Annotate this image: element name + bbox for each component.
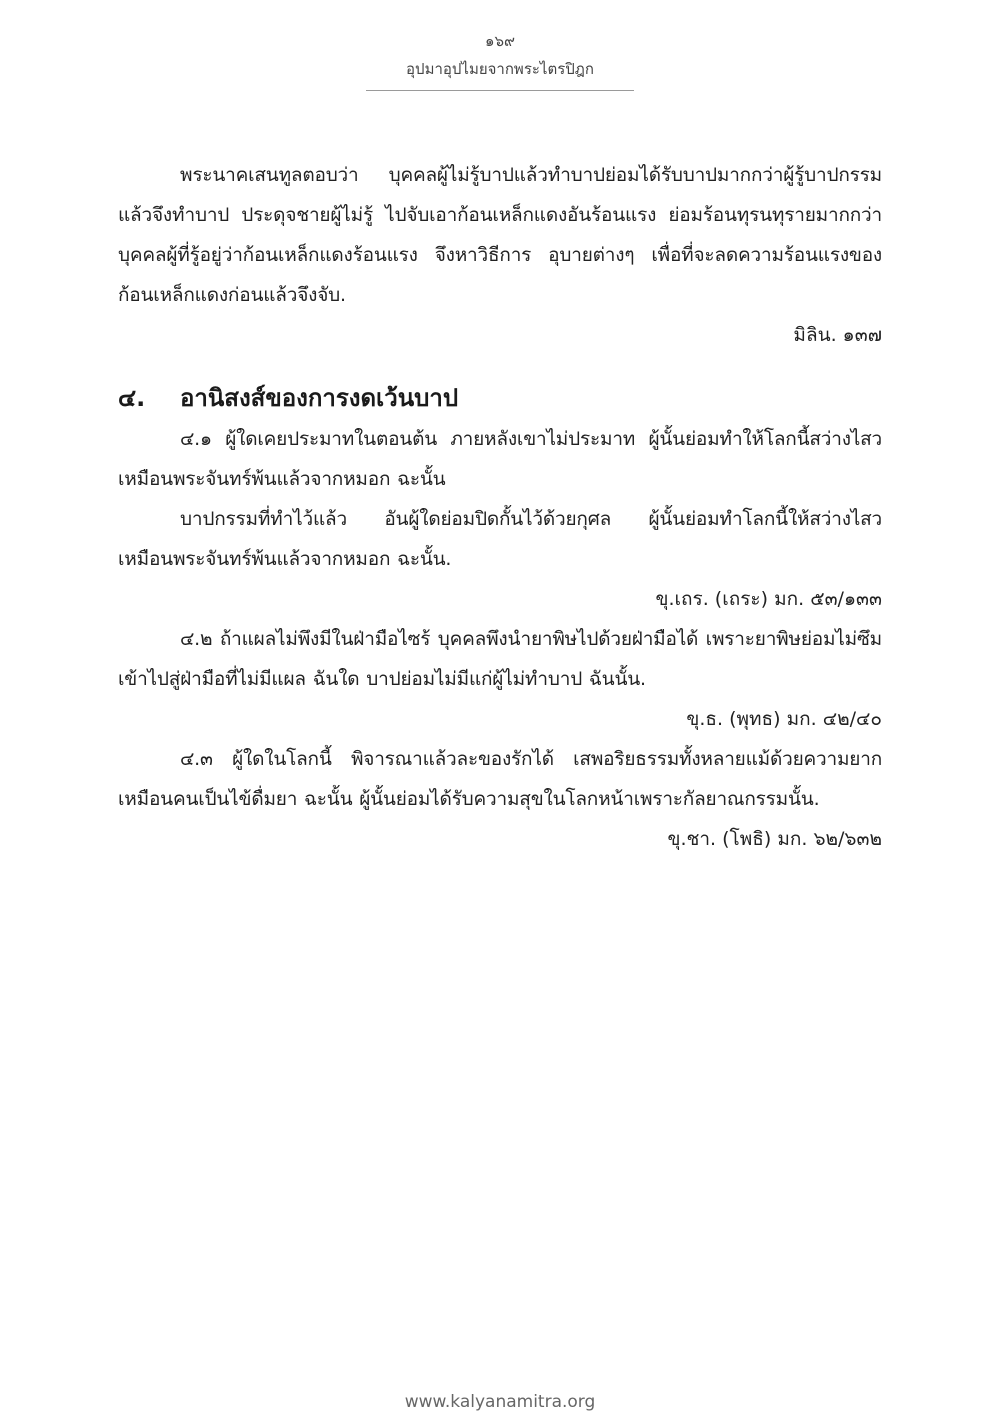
section-heading — [118, 377, 882, 419]
item-1-reference: ขุ.เถร. (เถระ) มก. ๕๓/๑๓๓ — [655, 588, 882, 610]
header-divider — [366, 90, 634, 91]
intro-reference: มิลิน. ๑๓๗ — [793, 324, 882, 346]
item-1-paragraph-2: บาปกรรมที่ทำไว้แล้ว อันผู้ใดย่อมปิดกั้นไว้ด้วยกุศล ผู้นั้นย่อมทำโลกนี้ให้สว่างไสว เหมือนพระจันทร์พ้นแล้วจากหมอก ฉะนั้น. — [118, 508, 882, 570]
page-body — [118, 155, 882, 859]
page-header — [0, 30, 1000, 91]
item-2-reference: ขุ.ธ. (พุทธ) มก. ๔๒/๔๐ — [686, 708, 882, 730]
intro-paragraph: พระนาคเสนทูลตอบว่า บุคคลผู้ไม่รู้บาปแล้วทำบาปย่อมได้รับบาปมากกว่าผู้รู้บาปกรรมแล้วจึงทำบาป ประดุจชายผู้ไม่รู้ ไปจับเอาก้อนเหล็กแดงอันร้อนแรง ย่อมร้อนทุรนทุรายมากกว่าบุคคลผู้ที่รู้อยู่ว่าก้อนเหล็กแดงร้อนแรง จึงหาวิธีการ อุบายต่างๆ เพื่อที่จะลดความร้อนแรงของก้อนเหล็กแดงก่อนแล้วจึงจับ. — [118, 164, 882, 306]
page-number: ๑๖๙ — [484, 32, 516, 50]
running-title: อุปมาอุปไมยจากพระไตรปิฎก — [406, 60, 594, 78]
item-1-paragraph-1: ๔.๑ ผู้ใดเคยประมาทในตอนต้น ภายหลังเขาไม่ประมาท ผู้นั้นย่อมทำให้โลกนี้สว่างไสวเหมือนพระจันทร์พ้นแล้วจากหมอก ฉะนั้น — [118, 428, 882, 490]
item-3-paragraph-1: ๔.๓ ผู้ใดในโลกนี้ พิจารณาแล้วละของรักได้ เสพอริยธรรมทั้งหลายแม้ด้วยความยากเหมือนคนเป็นไข้ดื่มยา ฉะนั้น ผู้นั้นย่อมได้รับความสุขในโลกหน้าเพราะกัลยาณกรรมนั้น. — [118, 748, 882, 810]
footer-url: www.kalyanamitra.org — [404, 1392, 596, 1412]
section-title: อานิสงส์ของการงดเว้นบาป — [180, 384, 459, 412]
item-3-reference: ขุ.ชา. (โพธิ) มก. ๖๒/๖๓๒ — [667, 828, 882, 850]
section-number: ๔. — [118, 384, 146, 412]
item-2-paragraph-1: ๔.๒ ถ้าแผลไม่พึงมีในฝ่ามือไซร้ บุคคลพึงนำยาพิษไปด้วยฝ่ามือได้ เพราะยาพิษย่อมไม่ซึมเข้าไปสู่ฝ่ามือที่ไม่มีแผล ฉันใด บาปย่อมไม่มีแก่ผู้ไม่ทำบาป ฉันนั้น. — [118, 628, 882, 690]
